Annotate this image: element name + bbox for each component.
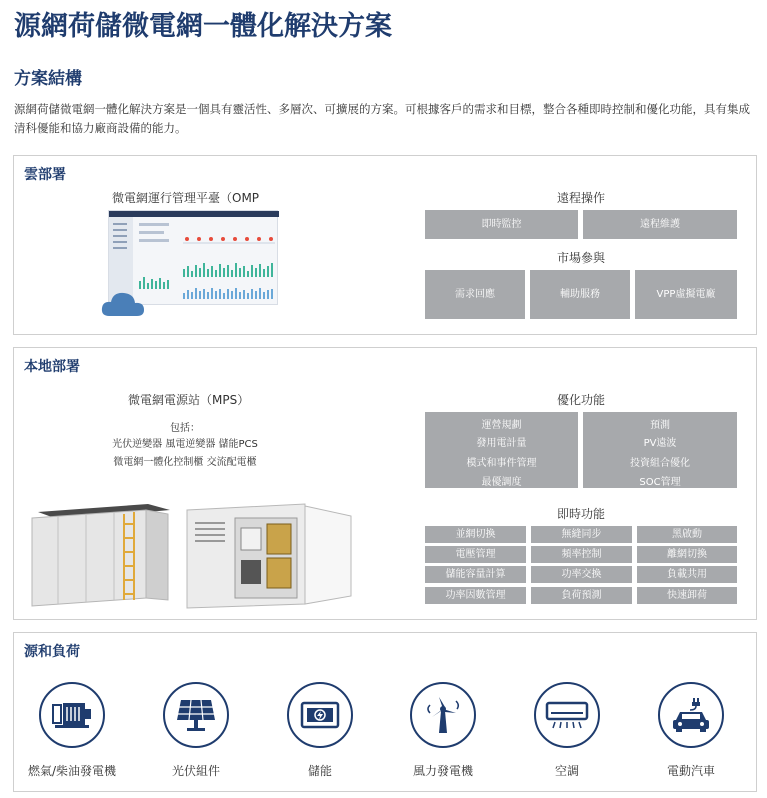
container-closed-image [28,500,173,612]
source-label: 風力發電機 [412,764,473,778]
realtime-item[interactable]: 並網切換 [425,526,526,543]
source-label: 光伏組件 [171,764,220,778]
wind-turbine-icon[interactable] [410,682,476,748]
market-item-vpp[interactable]: VPP虛擬電廠 [635,270,737,319]
realtime-item[interactable]: 離網切換 [637,546,737,563]
remote-item-maintenance[interactable]: 遠程維護 [583,210,737,239]
realtime-item[interactable]: 快速卸荷 [637,587,737,604]
optimize-left-box [425,412,578,488]
optimize-item[interactable]: 最優調度 [481,477,522,488]
source-label: 燃氣/柴油發電機 [27,764,117,778]
realtime-item[interactable]: 頻率控制 [531,546,632,563]
source-label: 電動汽車 [666,764,715,778]
realtime-item[interactable]: 負荷預測 [531,587,632,604]
electric-car-icon[interactable] [658,682,724,748]
includes-label: 包括： [170,423,200,434]
optimize-right-box [583,412,737,488]
realtime-item[interactable]: 功率因數管理 [425,587,526,604]
realtime-title: 即時功能 [556,507,605,521]
mps-caption: 微電網電源站（MPS） [128,393,250,407]
realtime-item[interactable]: 電壓管理 [425,546,526,563]
realtime-item[interactable]: 無縫同步 [531,526,632,543]
remote-ops-title: 遠程操作 [556,191,605,205]
realtime-item[interactable]: 功率交換 [531,566,632,583]
realtime-item[interactable]: 負載共用 [637,566,737,583]
local-panel-title: 本地部署 [24,359,80,375]
optimize-item[interactable]: 模式和事件管理 [466,458,537,469]
optimize-item[interactable]: 發用電計量 [476,438,527,449]
market-title: 市場參與 [556,251,605,265]
market-item-ancillary[interactable]: 輔助服務 [530,270,630,319]
cloud-panel-title: 雲部署 [24,167,66,183]
page-title: 源網荷儲微電網一體化解決方案 [14,11,392,42]
section-subtitle: 方案結構 [14,69,82,89]
remote-item-monitor[interactable]: 即時監控 [425,210,578,239]
source-label: 空調 [554,764,579,778]
source-label: 儲能 [307,764,332,778]
realtime-item[interactable]: 儲能容量計算 [425,566,526,583]
optimize-item[interactable]: PV遠波 [643,438,677,449]
includes-line-1: 光伏逆變器 風電逆變器 儲能PCS [112,439,258,450]
intro-text: 源網荷儲微電網一體化解決方案是一個具有靈活性、多層次、可擴展的方案。可根據客戶的需求和目標，整合各種即時控制和優化功能，具有集成清科優能和協力廠商設備的能力。 [14,102,750,135]
solar-panel-icon[interactable] [163,682,229,748]
generator-icon[interactable] [39,682,105,748]
cloud-icon [99,288,147,318]
optimize-item[interactable]: SOC管理 [639,477,681,488]
container-open-image [185,500,355,612]
sources-panel-title: 源和負荷 [24,644,80,660]
market-item-demand-response[interactable]: 需求回應 [425,270,525,319]
battery-storage-icon[interactable] [287,682,353,748]
omp-caption: 微電網運行管理平臺（OMP [112,191,260,205]
realtime-item[interactable]: 黑啟動 [637,526,737,543]
includes-line-2: 微電網一體化控制櫃 交流配電櫃 [113,457,257,468]
optimize-item[interactable]: 投資組合優化 [630,458,690,469]
optimize-title: 優化功能 [556,393,605,407]
air-conditioner-icon[interactable] [534,682,600,748]
optimize-item[interactable]: 預測 [650,420,670,431]
optimize-item[interactable]: 運營規劃 [481,420,522,431]
